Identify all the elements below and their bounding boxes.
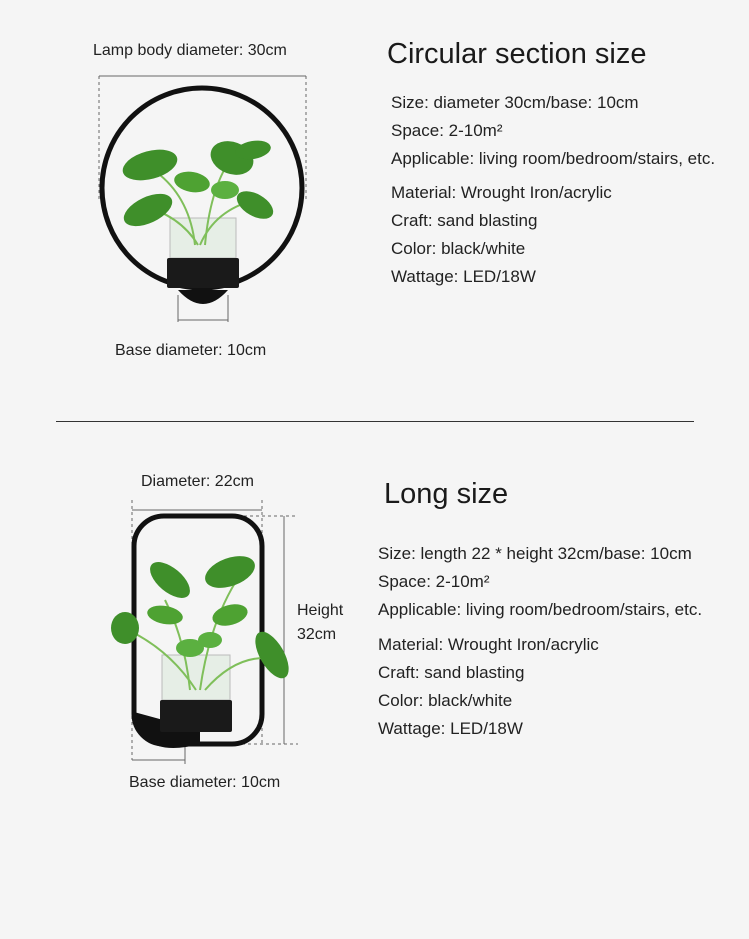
long-spec-material: Material: Wrought Iron/acrylic: [378, 635, 599, 654]
long-height-label-line2: 32cm: [297, 626, 337, 643]
long-cup-holder: [160, 700, 232, 732]
circular-spec-space: Space: 2-10m²: [391, 121, 503, 140]
circular-spec-wattage: Wattage: LED/18W: [391, 267, 536, 286]
circular-spec-material: Material: Wrought Iron/acrylic: [391, 183, 612, 202]
lamp-body-diameter-label: Lamp body diameter: 30cm: [93, 42, 287, 59]
long-spec-space: Space: 2-10m²: [378, 572, 490, 591]
circular-spec-color: Color: black/white: [391, 239, 526, 258]
circular-spec-craft: Craft: sand blasting: [391, 211, 538, 230]
circular-base-diameter-label: Base diameter: 10cm: [115, 342, 267, 359]
circular-section-title: Circular section size: [387, 38, 647, 70]
long-spec-wattage: Wattage: LED/18W: [378, 719, 523, 738]
long-height-label-line1: Height: [297, 602, 344, 619]
circular-spec-applicable: Applicable: living room/bedroom/stairs, etc.: [391, 149, 716, 168]
long-spec-color: Color: black/white: [378, 691, 513, 710]
long-spec-craft: Craft: sand blasting: [378, 663, 525, 682]
long-section-title: Long size: [384, 478, 509, 510]
circular-spec-size: Size: diameter 30cm/base: 10cm: [391, 93, 639, 112]
long-diameter-label: Diameter: 22cm: [141, 473, 254, 490]
long-spec-applicable: Applicable: living room/bedroom/stairs, etc.: [378, 600, 703, 619]
long-spec-size: Size: length 22 * height 32cm/base: 10cm: [378, 544, 692, 563]
long-base-diameter-label: Base diameter: 10cm: [129, 774, 281, 791]
